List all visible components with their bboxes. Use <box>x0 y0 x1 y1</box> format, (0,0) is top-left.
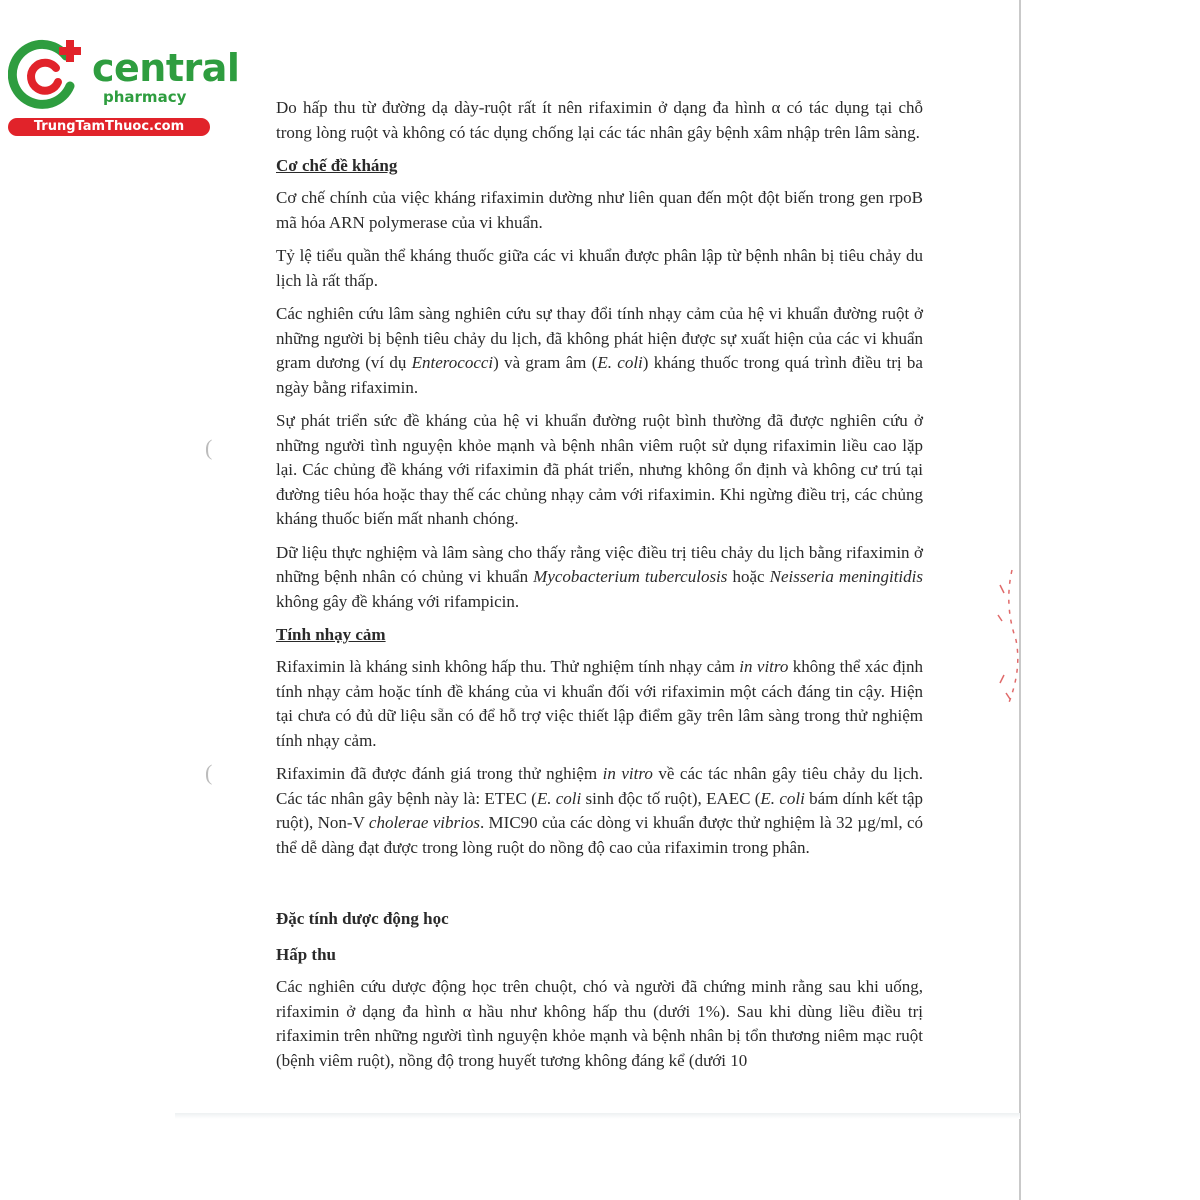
paragraph-in-vitro: Rifaximin đã được đánh giá trong thử nghiệm in vitro về các tác nhân gây tiêu chảy du lịch. Các tác nhân gây bệnh này là: ETEC (E. coli sinh độc tố ruột), EAEC (E. coli bám dính kết tập ruột), Non-V cholerae vibrios. MIC90 của các dòng vi khuẩn được thử nghiệm là 32 µg/ml, có thể dễ dàng đạt được trong lòng ruột do nồng độ cao của rifaximin trong phân. <box>276 764 924 857</box>
brand-website: TrungTamThuoc.com <box>8 118 210 136</box>
paragraph-flora-resistance: Sự phát triển sức đề kháng của hệ vi khuẩn đường ruột bình thường đã được nghiên cứu ở những người tình nguyện khỏe mạnh và bệnh nhân viêm ruột sử dụng rifaximin liều cao lặp lại. Các chủng đề kháng với rifaximin đã phát triển, nhưng không ổn định và không cư trú tại đường tiêu hóa hoặc thay thế các chủng nhạy cảm với rifaximin. Khi ngừng điều trị, các chủng kháng thuốc biến mất nhanh chóng. <box>276 411 923 528</box>
brand-name: central <box>92 46 240 90</box>
brand-subtitle: pharmacy <box>103 88 187 106</box>
cross-logo-icon <box>8 34 90 114</box>
paragraph-rpob: Cơ chế chính của việc kháng rifaximin dường như liên quan đến một đột biến trong gen rpoB mã hóa ARN polymerase của vi khuẩn. <box>276 188 923 232</box>
brand-logo <box>8 34 240 138</box>
punch-hole-mark: ( <box>205 760 213 785</box>
heading-pharmacokinetics: Đặc tính dược động học <box>276 909 449 928</box>
paragraph-resistance-rate: Tỷ lệ tiểu quần thể kháng thuốc giữa các vi khuẩn được phân lập từ bệnh nhân bị tiêu chảy du lịch là rất thấp. <box>276 246 923 290</box>
paragraph-clinical-studies: Các nghiên cứu lâm sàng nghiên cứu sự thay đổi tính nhạy cảm của hệ vi khuẩn đường ruột ở những người bị bệnh tiêu chảy du lịch, đã không phát hiện được sự xuất hiện của các vi khuẩn gram dương (ví dụ Enterococci) và gram âm (E. coli) kháng thuốc trong quá trình điều trị ba ngày bằng rifaximin. <box>276 304 923 397</box>
paragraph-non-absorbed: Rifaximin là kháng sinh không hấp thu. Thử nghiệm tính nhạy cảm in vitro không thể xác định tính nhạy cảm hoặc tính đề kháng của vi khuẩn đối với rifaximin một cách đáng tin cậy. Hiện tại chưa có đủ dữ liệu sẵn có để hỗ trợ việc thiết lập điểm gãy trên lâm sàng trong thử nghiệm tính nhạy cảm. <box>276 657 924 750</box>
heading-absorption: Hấp thu <box>276 945 336 964</box>
punch-hole-mark: ( <box>205 435 213 460</box>
red-stamp-icon <box>990 565 1030 715</box>
paragraph-absorption-local: Do hấp thu từ đường dạ dày-ruột rất ít nên rifaximin ở dạng đa hình α có tác dụng tại chỗ trong lòng ruột và không có tác dụng chống lại các tác nhân gây bệnh xâm nhập trên lâm sàng. <box>276 98 923 142</box>
document-body <box>276 96 923 1082</box>
paragraph-experimental-data: Dữ liệu thực nghiệm và lâm sàng cho thấy rằng việc điều trị tiêu chảy du lịch bằng rifaximin ở những bệnh nhân có chủng vi khuẩn Mycobacterium tuberculosis hoặc Neisseria meningitidis không gây đề kháng với rifampicin. <box>276 542 923 611</box>
scan-shadow <box>175 1113 1020 1119</box>
heading-resistance-mechanism: Cơ chế đề kháng <box>276 156 398 175</box>
paragraph-pk-studies: Các nghiên cứu dược động học trên chuột, chó và người đã chứng minh rằng sau khi uống, rifaximin ở dạng đa hình α hầu như không hấp thu (dưới 1%). Sau khi dùng liều điều trị rifaximin trên những người tình nguyện khỏe mạnh và bệnh nhân bị tổn thương niêm mạc ruột (bệnh viêm ruột), nồng độ trong huyết tương không đáng kể (dưới 10 <box>276 977 923 1070</box>
page-edge <box>1019 0 1021 1200</box>
heading-sensitivity: Tính nhạy cảm <box>276 625 386 644</box>
